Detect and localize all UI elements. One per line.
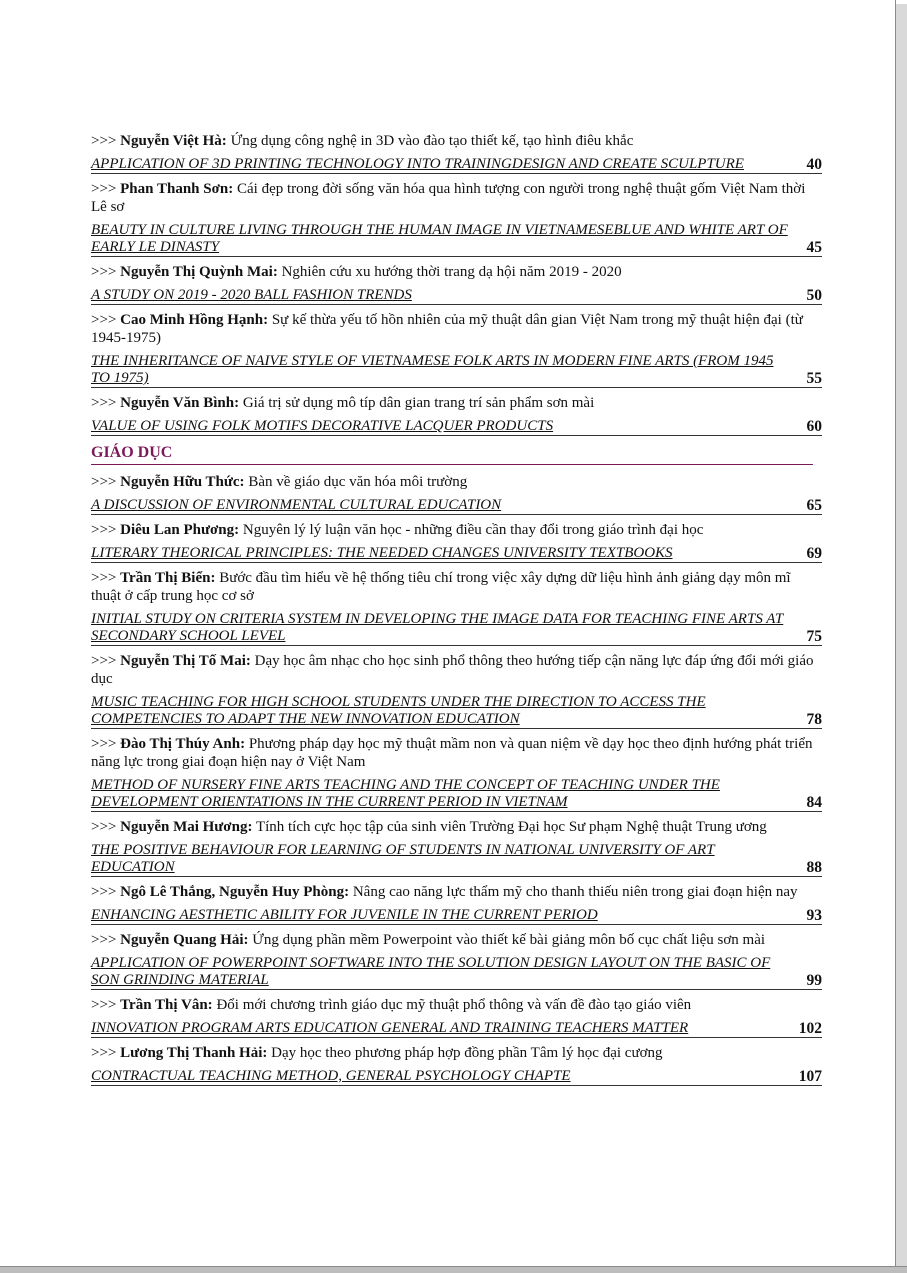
entry-page-number: 60 — [806, 418, 822, 435]
toc-entry[interactable] — [91, 883, 822, 925]
entry-english-row — [91, 545, 822, 563]
entry-author: Diêu Lan Phương: — [120, 522, 240, 538]
entry-author: Cao Minh Hồng Hạnh: — [120, 312, 269, 328]
entry-vietnamese-line — [91, 735, 822, 771]
entry-arrows: >>> — [91, 570, 117, 586]
entry-page-number: 99 — [806, 972, 822, 989]
entry-author: Đào Thị Thúy Anh: — [120, 736, 246, 752]
entry-author: Nguyễn Quang Hải: — [120, 932, 249, 948]
entry-arrows: >>> — [91, 819, 117, 835]
entry-english-row — [91, 611, 822, 646]
entry-arrows: >>> — [91, 264, 117, 280]
toc-entry[interactable] — [91, 132, 822, 174]
toc-entry[interactable] — [91, 818, 822, 877]
entry-author: Trần Thị Biển: — [120, 570, 216, 586]
entry-vietnamese-title: Dạy học âm nhạc cho học sinh phổ thông theo hướng tiếp cận năng lực đáp ứng đổi mới giáo dục — [91, 653, 814, 687]
entry-page-number: 78 — [806, 711, 822, 728]
entry-vietnamese-title: Dạy học theo phương pháp hợp đồng phần Tâm lý học đại cương — [271, 1045, 663, 1061]
entry-vietnamese-line — [91, 521, 822, 539]
entry-vietnamese-title: Sự kế thừa yếu tố hồn nhiên của mỹ thuật dân gian Việt Nam trong mỹ thuật hiện đại (từ 1945-1975) — [91, 312, 803, 346]
entry-arrows: >>> — [91, 653, 117, 669]
entry-vietnamese-line — [91, 883, 822, 901]
entry-english-title[interactable]: VALUE OF USING FOLK MOTIFS DECORATIVE LACQUER PRODUCTS — [91, 418, 554, 434]
toc-entry[interactable] — [91, 263, 822, 305]
entry-vietnamese-title: Ứng dụng phần mềm Powerpoint vào thiết kế bài giảng môn bố cục chất liệu sơn mài — [252, 932, 766, 948]
entry-english-title[interactable]: METHOD OF NURSERY FINE ARTS TEACHING AND THE CONCEPT OF TEACHING UNDER THE DEVELOPMENT ORIENTATIONS IN THE CURRENT PERIOD IN VIETNAM — [91, 777, 720, 810]
entry-english-row — [91, 287, 822, 305]
toc-entry[interactable] — [91, 996, 822, 1038]
entry-page-number: 40 — [806, 156, 822, 173]
entry-vietnamese-line — [91, 931, 822, 949]
entry-arrows: >>> — [91, 736, 117, 752]
entry-vietnamese-line — [91, 1044, 822, 1062]
entry-page-number: 45 — [806, 239, 822, 256]
entry-vietnamese-title: Đổi mới chương trình giáo dục mỹ thuật phổ thông và vấn đề đào tạo giáo viên — [216, 997, 692, 1013]
entry-author: Nguyễn Văn Bình: — [120, 395, 240, 411]
toc-entry[interactable] — [91, 180, 822, 257]
entry-arrows: >>> — [91, 522, 117, 538]
entry-vietnamese-title: Tính tích cực học tập của sinh viên Trường Đại học Sư phạm Nghệ thuật Trung ương — [255, 819, 767, 835]
entry-vietnamese-title: Cái đẹp trong đời sống văn hóa qua hình tượng con người trong nghệ thuật gốm Việt Nam thời Lê sơ — [91, 181, 806, 215]
entry-english-row — [91, 694, 822, 729]
entry-english-row — [91, 156, 822, 174]
entry-arrows: >>> — [91, 312, 117, 328]
entry-english-title[interactable]: ENHANCING AESTHETIC ABILITY FOR JUVENILE IN THE CURRENT PERIOD — [91, 907, 598, 923]
entry-english-row — [91, 222, 822, 257]
entry-vietnamese-line — [91, 394, 822, 412]
entry-author: Trần Thị Vân: — [120, 997, 213, 1013]
entry-arrows: >>> — [91, 997, 117, 1013]
entry-author: Ngô Lê Thắng, Nguyễn Huy Phòng: — [120, 884, 350, 900]
entry-english-title[interactable]: THE POSITIVE BEHAVIOUR FOR LEARNING OF STUDENTS IN NATIONAL UNIVERSITY OF ART EDUCATION — [91, 842, 715, 875]
entry-english-row — [91, 777, 822, 812]
entry-page-number: 69 — [806, 545, 822, 562]
entry-page-number: 107 — [798, 1068, 822, 1085]
entry-vietnamese-title: Bàn về giáo dục văn hóa môi trường — [248, 474, 468, 490]
toc-entry[interactable] — [91, 735, 822, 812]
entry-page-number: 84 — [806, 794, 822, 811]
entry-vietnamese-line — [91, 818, 822, 836]
entry-page-number: 75 — [806, 628, 822, 645]
entry-vietnamese-line — [91, 473, 822, 491]
table-of-contents — [91, 132, 822, 1086]
toc-entry[interactable] — [91, 569, 822, 646]
entry-arrows: >>> — [91, 133, 117, 149]
entry-english-row — [91, 418, 822, 436]
toc-entry[interactable] — [91, 311, 822, 388]
entry-vietnamese-line — [91, 569, 822, 605]
entry-vietnamese-line — [91, 263, 822, 281]
entry-arrows: >>> — [91, 932, 117, 948]
toc-entry[interactable] — [91, 473, 822, 515]
entry-arrows: >>> — [91, 395, 117, 411]
entry-english-row — [91, 842, 822, 877]
entry-author: Nguyễn Thị Tố Mai: — [120, 653, 251, 669]
entry-author: Lương Thị Thanh Hải: — [120, 1045, 268, 1061]
entry-english-row — [91, 955, 822, 990]
entry-vietnamese-line — [91, 311, 822, 347]
entry-author: Nguyễn Hữu Thức: — [120, 474, 245, 490]
section-heading: GIÁO DỤC — [91, 444, 813, 465]
entry-author: Phan Thanh Sơn: — [120, 181, 234, 197]
toc-entry[interactable] — [91, 931, 822, 990]
entry-english-row — [91, 907, 822, 925]
entry-english-row — [91, 497, 822, 515]
entry-page-number: 55 — [806, 370, 822, 387]
entry-arrows: >>> — [91, 474, 117, 490]
toc-entry[interactable] — [91, 521, 822, 563]
entry-english-title[interactable]: A STUDY ON 2019 - 2020 BALL FASHION TRENDS — [91, 287, 412, 303]
entry-vietnamese-title: Phương pháp dạy học mỹ thuật mầm non và quan niệm về dạy học theo định hướng phát triển năng lực trong giai đoạn hiện nay ở Việt Nam — [91, 736, 813, 770]
entry-author: Nguyễn Mai Hương: — [120, 819, 253, 835]
entry-vietnamese-title: Ứng dụng công nghệ in 3D vào đào tạo thiết kế, tạo hình điêu khắc — [230, 133, 634, 149]
entry-english-title[interactable]: APPLICATION OF 3D PRINTING TECHNOLOGY INTO TRAININGDESIGN AND CREATE SCULPTURE — [91, 156, 744, 172]
entry-arrows: >>> — [91, 1045, 117, 1061]
entry-page-number: 102 — [798, 1020, 822, 1037]
page-shadow-right — [896, 4, 907, 1272]
entry-vietnamese-line — [91, 132, 822, 150]
entry-english-title[interactable]: A DISCUSSION OF ENVIRONMENTAL CULTURAL EDUCATION — [91, 497, 502, 513]
entry-author: Nguyễn Việt Hà: — [120, 133, 227, 149]
entry-english-title[interactable]: LITERARY THEORICAL PRINCIPLES: THE NEEDED CHANGES UNIVERSITY TEXTBOOKS — [91, 545, 673, 561]
entry-english-row — [91, 1068, 822, 1086]
entry-vietnamese-title: Nâng cao năng lực thẩm mỹ cho thanh thiếu niên trong giai đoạn hiện nay — [352, 884, 798, 900]
entry-author: Nguyễn Thị Quỳnh Mai: — [120, 264, 278, 280]
entry-page-number: 65 — [806, 497, 822, 514]
entry-english-title[interactable]: MUSIC TEACHING FOR HIGH SCHOOL STUDENTS UNDER THE DIRECTION TO ACCESS THE COMPETENCIES TO ADAPT THE NEW INNOVATION EDUCATION — [91, 694, 706, 727]
toc-entry[interactable] — [91, 652, 822, 729]
entry-english-title[interactable]: BEAUTY IN CULTURE LIVING THROUGH THE HUMAN IMAGE IN VIETNAMESEBLUE AND WHITE ART OF EARLY LE DINASTY — [91, 222, 788, 255]
entry-page-number: 50 — [806, 287, 822, 304]
entry-english-row — [91, 353, 822, 388]
toc-entry[interactable] — [91, 1044, 822, 1086]
toc-group-education — [91, 473, 822, 1086]
entry-english-title[interactable]: INNOVATION PROGRAM ARTS EDUCATION GENERAL AND TRAINING TEACHERS MATTER — [91, 1020, 689, 1036]
entry-vietnamese-line — [91, 652, 822, 688]
entry-english-title[interactable]: CONTRACTUAL TEACHING METHOD, GENERAL PSYCHOLOGY CHAPTE — [91, 1068, 571, 1084]
entry-english-title[interactable]: APPLICATION OF POWERPOINT SOFTWARE INTO THE SOLUTION DESIGN LAYOUT ON THE BASIC OF SON GRINDING MATERIAL — [91, 955, 771, 988]
entry-vietnamese-title: Bước đầu tìm hiểu về hệ thống tiêu chí trong việc xây dựng dữ liệu hình ảnh giảng dạy môn mĩ thuật ở cấp trung học cơ sở — [91, 570, 791, 604]
entry-vietnamese-title: Giá trị sử dụng mô típ dân gian trang trí sản phẩm sơn mài — [242, 395, 595, 411]
entry-page-number: 88 — [806, 859, 822, 876]
entry-english-title[interactable]: INITIAL STUDY ON CRITERIA SYSTEM IN DEVELOPING THE IMAGE DATA FOR TEACHING FINE ARTS AT SECONDARY SCHOOL LEVEL — [91, 611, 784, 644]
entry-vietnamese-line — [91, 996, 822, 1014]
entry-vietnamese-title: Nghiên cứu xu hướng thời trang dạ hội năm 2019 - 2020 — [281, 264, 622, 280]
entry-page-number: 93 — [806, 907, 822, 924]
toc-entry[interactable] — [91, 394, 822, 436]
entry-english-row — [91, 1020, 822, 1038]
entry-vietnamese-title: Nguyên lý lý luận văn học - những điều cần thay đổi trong giáo trình đại học — [242, 522, 704, 538]
entry-arrows: >>> — [91, 884, 117, 900]
entry-english-title[interactable]: THE INHERITANCE OF NAIVE STYLE OF VIETNAMESE FOLK ARTS IN MODERN FINE ARTS (FROM 1945 TO 1975) — [91, 353, 774, 386]
entry-vietnamese-line — [91, 180, 822, 216]
entry-arrows: >>> — [91, 181, 117, 197]
toc-group-fine-arts — [91, 132, 822, 436]
